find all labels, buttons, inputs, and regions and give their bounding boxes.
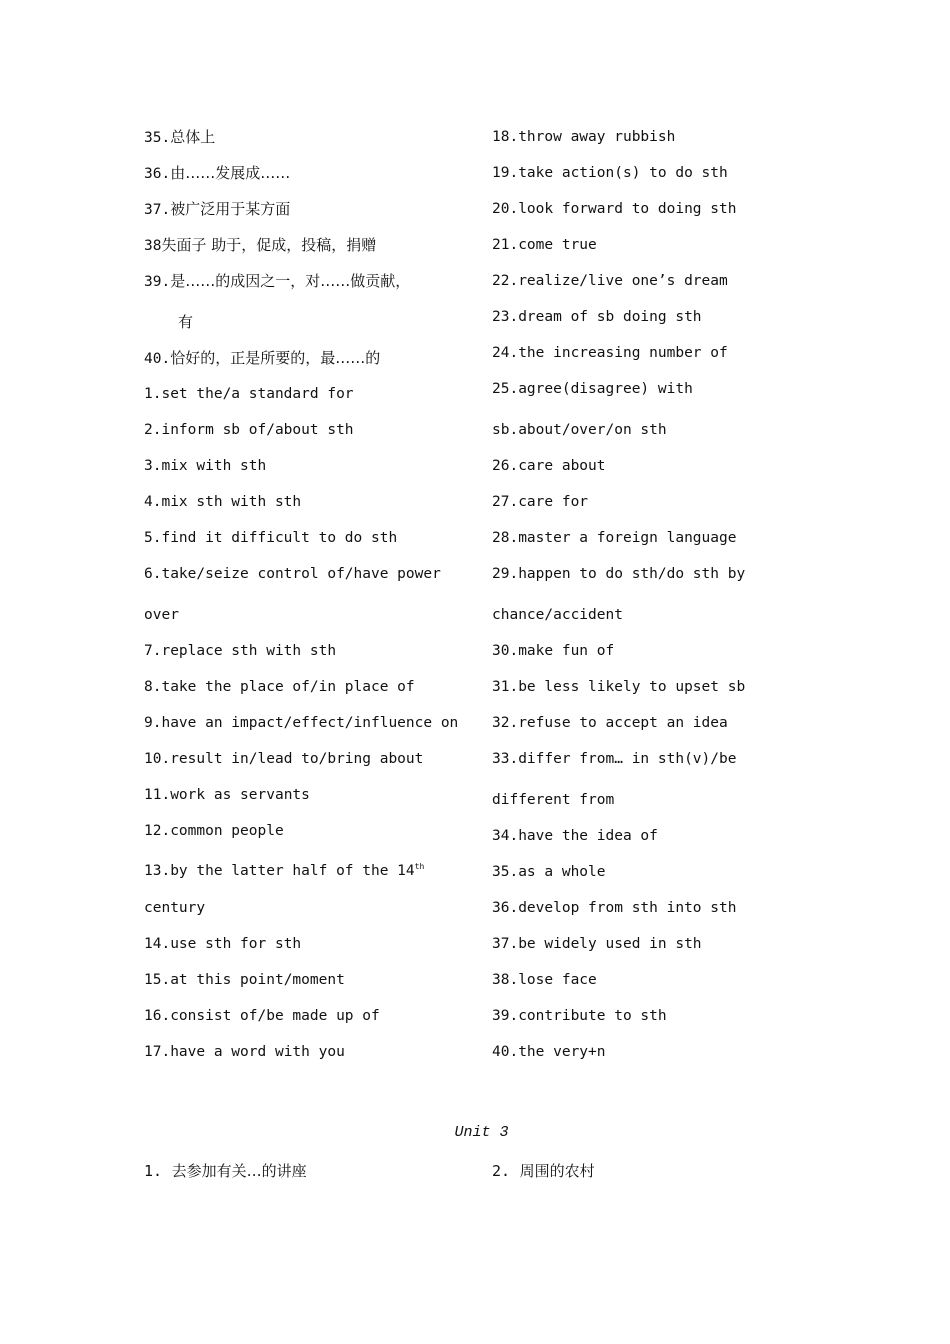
item-text: care for [518,494,589,510]
list-item-continuation: chance/accident [492,607,623,623]
list-item-continuation: 有 [178,313,194,331]
list-item [492,675,812,711]
item-number: 34. [492,828,519,844]
item-text: 被广泛用于某方面 [170,200,291,218]
item-number: 36. [492,900,519,916]
item-number: 15. [144,972,171,988]
item-number: 17. [144,1044,171,1060]
item-number: 33. [492,751,519,767]
item-number: 20. [492,201,519,217]
list-item [144,855,464,896]
item-number: 8. [144,679,162,695]
item-text: throw away rubbish [518,129,676,145]
list-item [492,1040,812,1076]
item-number: 25. [492,381,519,397]
item-number: 16. [144,1008,171,1024]
item-text: be widely used in sth [518,936,702,952]
item-text: have an impact/effect/influence on [161,715,459,731]
item-text: replace sth with sth [161,643,337,659]
list-item [492,125,812,161]
item-text: mix with sth [161,458,267,474]
list-item [144,1004,464,1040]
item-superscript: th [414,862,425,871]
item-number: 32. [492,715,519,731]
item-number: 18. [492,129,519,145]
item-text: 是……的成因之一，对……做贡献， [170,272,411,290]
item-number: 35. [492,864,519,880]
list-item [492,341,812,377]
list-item [492,860,812,896]
list-item [492,1004,812,1040]
item-text: the increasing number of [518,345,728,361]
list-item [492,968,812,1004]
list-item [492,562,812,603]
item-number: 37. [492,936,519,952]
item-number: 40. [144,351,171,367]
item-text: care about [518,458,606,474]
list-item [492,377,812,418]
list-item [492,639,812,675]
unit-3-title: Unit 3 [454,1124,509,1141]
list-item [144,125,464,161]
item-text: 总体上 [170,128,216,146]
list-item [144,382,464,418]
list-item [144,454,464,490]
item-number: 21. [492,237,519,253]
item-number: 10. [144,751,171,767]
list-item [492,305,812,341]
unit3-item-2 [492,1160,595,1181]
item-text: take action(s) to do sth [518,165,728,181]
item-number: 26. [492,458,519,474]
list-item [144,346,464,382]
list-item [144,783,464,819]
item-text: happen to do sth/do sth by [518,566,746,582]
item-number: 2. [492,1162,511,1180]
item-text: make fun of [518,643,615,659]
item-text: common people [170,823,284,839]
item-text: have a word with you [170,1044,345,1060]
item-number: 9. [144,715,162,731]
item-text: be less likely to upset sb [518,679,746,695]
list-item [144,562,464,603]
list-item [144,747,464,783]
item-number: 27. [492,494,519,510]
item-text: consist of/be made up of [170,1008,380,1024]
item-text: use sth for sth [170,936,302,952]
list-item [492,269,812,305]
list-item [492,526,812,562]
list-item [144,418,464,454]
item-number: 2. [144,422,162,438]
item-text: mix sth with sth [161,494,302,510]
item-text: set the/a standard for [161,386,354,402]
item-number: 4. [144,494,162,510]
list-item [144,269,464,310]
list-item [144,490,464,526]
item-text: realize/live one’s dream [518,273,728,289]
item-text: by the latter half of the 14 [170,862,415,879]
item-text: inform sb of/about sth [161,422,354,438]
item-number: 35. [144,130,171,146]
item-text: refuse to accept an idea [518,715,728,731]
item-text: 周围的农村 [519,1162,595,1180]
list-item [492,896,812,932]
item-text: work as servants [170,787,310,803]
list-item [492,490,812,526]
item-text: differ from… in sth(v)/be [518,751,737,767]
list-item [144,233,464,269]
item-number: 22. [492,273,519,289]
item-number: 12. [144,823,171,839]
item-text: as a whole [518,864,606,880]
list-item [144,932,464,968]
left-column [144,125,464,1076]
item-text: result in/lead to/bring about [170,751,424,767]
list-item-continuation: century [144,900,206,916]
list-item-continuation: different from [492,792,615,808]
item-text: contribute to sth [518,1008,667,1024]
item-number: 38 [144,238,162,254]
item-number: 19. [492,165,519,181]
item-number: 29. [492,566,519,582]
item-text: at this point/moment [170,972,345,988]
item-text: take/seize control of/have power [161,566,441,582]
list-item [144,711,464,747]
item-text: 由……发展成…… [170,164,291,182]
item-text: 恰好的，正是所要的，最……的 [170,349,381,367]
item-text: lose face [518,972,597,988]
list-item [144,968,464,1004]
item-number: 6. [144,566,162,582]
list-item [492,711,812,747]
item-number: 39. [144,274,171,290]
list-item [144,675,464,711]
list-item [144,161,464,197]
list-item-continuation: sb.about/over/on sth [492,422,667,438]
item-number: 40. [492,1044,519,1060]
item-text: dream of sb doing sth [518,309,702,325]
item-text: master a foreign language [518,530,737,546]
unit3-item-1 [144,1160,307,1181]
item-number: 30. [492,643,519,659]
item-number: 39. [492,1008,519,1024]
list-item [492,454,812,490]
item-number: 37. [144,202,171,218]
list-item [144,639,464,675]
item-text: agree(disagree) with [518,381,693,397]
item-number: 38. [492,972,519,988]
item-text: look forward to doing sth [518,201,737,217]
right-column [492,125,812,1076]
item-number: 3. [144,458,162,474]
item-text: 失面子 助于，促成，投稿，捐赠 [161,236,377,254]
list-item [492,747,812,788]
item-number: 24. [492,345,519,361]
item-number: 5. [144,530,162,546]
list-item-continuation: over [144,607,179,623]
item-number: 31. [492,679,519,695]
item-number: 11. [144,787,171,803]
item-number: 23. [492,309,519,325]
list-item [492,824,812,860]
item-text: develop from sth into sth [518,900,737,916]
item-text: find it difficult to do sth [161,530,398,546]
list-item [492,932,812,968]
list-item [144,1040,464,1076]
list-item [492,161,812,197]
item-text: the very+n [518,1044,606,1060]
item-text: 去参加有关…的讲座 [171,1162,307,1180]
item-number: 1. [144,386,162,402]
item-text: have the idea of [518,828,658,844]
item-number: 14. [144,936,171,952]
list-item [144,526,464,562]
item-number: 28. [492,530,519,546]
list-item [144,197,464,233]
list-item [144,819,464,855]
item-text: come true [518,237,597,253]
item-number: 13. [144,862,171,879]
list-item [492,197,812,233]
list-item [492,233,812,269]
item-number: 36. [144,166,171,182]
item-number: 1. [144,1162,163,1180]
item-text: take the place of/in place of [161,679,415,695]
item-number: 7. [144,643,162,659]
